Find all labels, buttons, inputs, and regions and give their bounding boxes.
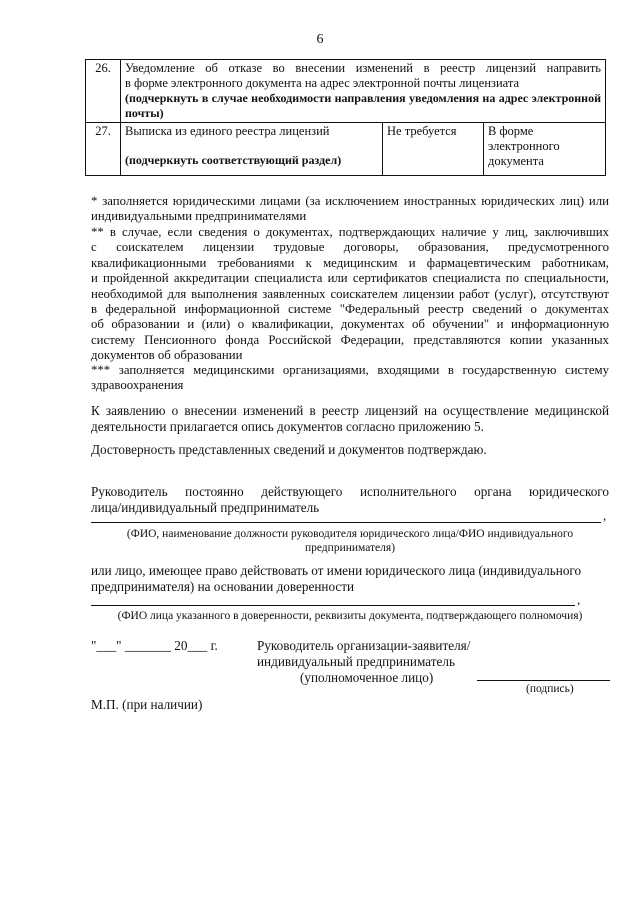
footnote-line: *** заполняется медицинскими организациями, входящими в государственную систему: [91, 363, 609, 377]
footnote-line: с соискателем лицензии трудовые договоры, образования, предусмотренного: [91, 240, 609, 255]
fio-caption: [91, 527, 609, 555]
signer-line: Руководитель организации-заявителя/: [257, 638, 471, 653]
page-number: 6: [316, 32, 324, 47]
paragraph-line: предпринимателя) на основании доверенности: [91, 579, 355, 594]
date-field: "___" _______ 20___ г.: [91, 638, 218, 653]
footnote-1: [91, 194, 609, 225]
footnote-line: здравоохранения: [91, 378, 184, 393]
table-row: [86, 60, 606, 123]
signer-block: [257, 638, 470, 670]
proxy-text: [91, 563, 609, 595]
paragraph-line: или лицо, имеющее право действовать от имени юридического лица (индивидуального: [91, 563, 582, 578]
attachment-paragraph: [91, 403, 609, 435]
footnote-3: [91, 363, 609, 394]
option-electronic: [484, 123, 606, 176]
row-text-line: Уведомление об отказе во внесении изменений в реестр лицензий направить: [125, 61, 601, 75]
footnote-line: индивидуальными предпринимателями: [91, 209, 307, 224]
footnote-line: в федеральной информационной системе "Федеральный реестр сведений о документах: [91, 302, 609, 317]
footnote-line: документов об образовании: [91, 348, 243, 363]
footnote-line: квалификационными требованиями к медицинским и фармацевтическим работникам,: [91, 255, 609, 270]
fio-line-comma: ,: [603, 508, 607, 523]
row-content: [121, 123, 383, 176]
footnote-line: систему Пенсионного фонда Российской Федерации, представляются копии указанных: [91, 332, 609, 347]
row-bold-line: (подчеркнуть в случае необходимости направления уведомления на адрес электронной: [125, 91, 601, 105]
signer-line: индивидуальный предприниматель: [257, 654, 455, 669]
confirmation-text: Достоверность представленных сведений и документов подтверждаю.: [91, 442, 487, 457]
option-line: документа: [488, 154, 544, 168]
footnote-line: и пройденной аккредитации специалиста или сертификатов специалиста по специальности,: [91, 271, 609, 286]
footnote-2: [91, 225, 609, 364]
paragraph-line: деятельности прилагается опись документов согласно приложению 5.: [91, 419, 484, 434]
proxy-caption: (ФИО лица указанного в доверенности, реквизиты документа, подтверждающего полномочия): [117, 610, 583, 622]
row-number: 27.: [86, 123, 121, 176]
option-line: В форме: [488, 124, 534, 138]
row-number: 26.: [86, 60, 121, 123]
footnote-line: об образовании и (или) о квалификации, документах об обучении" и информационную: [91, 317, 609, 332]
row-bold-text: (подчеркнуть соответствующий раздел): [125, 153, 342, 167]
stamp-label: М.П. (при наличии): [91, 697, 203, 712]
table-row: [86, 123, 606, 176]
footnote-line: необходимой для выполнения заявленных соискателем лицензии работ (услуг), отсутствуют: [91, 286, 609, 301]
fio-line: [91, 522, 601, 523]
row-text-line: в форме электронного документа на адрес электронной почты лицензиата: [125, 76, 520, 90]
proxy-line-comma: ,: [577, 592, 581, 607]
proxy-line: [91, 605, 575, 606]
form-table: [85, 59, 606, 176]
footnote-line: * заполняется юридическими лицами (за исключением иностранных юридических лиц) или: [91, 194, 609, 208]
signature-caption: (подпись): [526, 683, 574, 695]
option-not-required: Не требуется: [383, 123, 484, 176]
signature-line: [477, 680, 610, 681]
head-signatory: [91, 484, 609, 516]
signer-authorized: (уполномоченное лицо): [300, 670, 434, 685]
caption-line: предпринимателя): [304, 542, 396, 554]
footnote-line: ** в случае, если сведения о документах, подтверждающих наличие у лиц, заключивших: [91, 225, 609, 239]
row-content: [121, 60, 606, 123]
paragraph-line: лица/индивидуальный предприниматель: [91, 500, 320, 515]
option-line: электронного: [488, 139, 560, 153]
paragraph-line: Руководитель постоянно действующего исполнительного органа юридического: [91, 484, 609, 499]
row-text: Выписка из единого реестра лицензий: [125, 124, 330, 138]
paragraph-line: К заявлению о внесении изменений в реестр лицензий на осуществление медицинской: [91, 403, 609, 418]
row-bold-line: почты): [125, 106, 164, 120]
caption-line: (ФИО, наименование должности руководителя юридического лица/ФИО индивидуального: [126, 528, 574, 540]
